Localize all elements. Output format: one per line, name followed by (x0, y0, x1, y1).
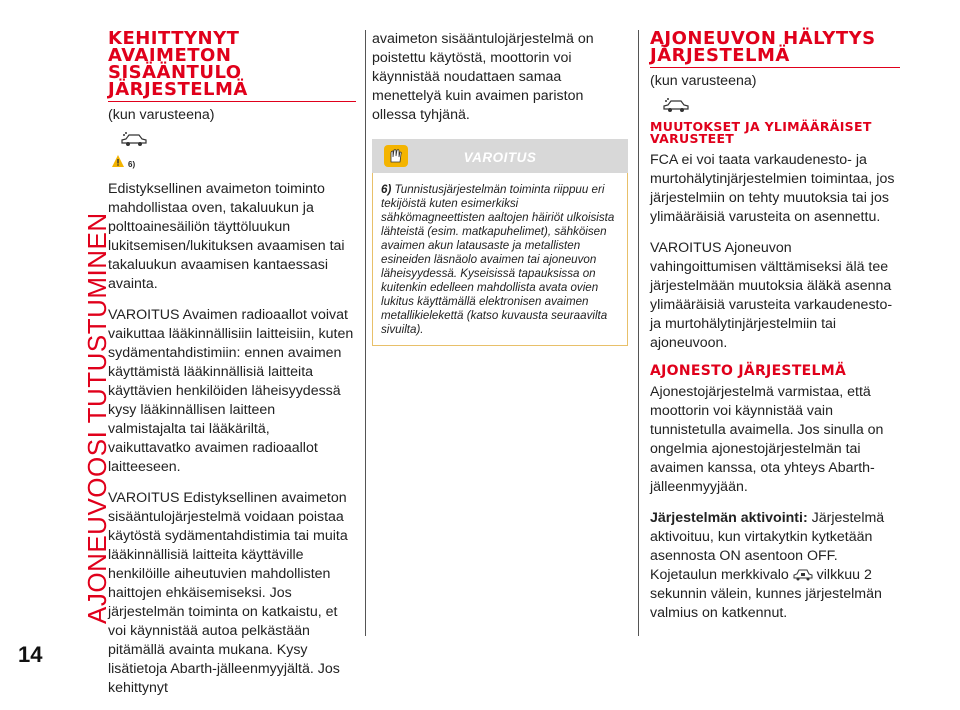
subsection-heading-modifications: MUUTOKSET JA YLIMÄÄRÄISET VARUSTEET (650, 119, 872, 146)
chapter-title-vertical (42, 24, 112, 624)
subsection-heading-immobilizer: AJONESTO JÄRJESTELMÄ (650, 363, 847, 379)
paragraph (650, 509, 900, 623)
paragraph: VAROITUS Edistyksellinen avaimeton sisääntulojärjestelmä voidaan poistaa käytöstä sydämentahdistimia tai muita lääkinnällisiä laitteita käyttäville henkilöille aiheutuvien mahdollisten haittojen ehkäisemiseksi. Jos järjestelmän toiminta on katkaistu, et voi käynnistää autoa pelkästään pitämällä avainta mukana. Kysy lisätietoja Abarth-jälleenmyyjältä. Jos kehittynyt (108, 490, 348, 696)
paragraph: VAROITUS Avaimen radioaallot voivat vaikuttaa lääkinnällisiin laitteisiin, kuten sydämentahdistimiin: ennen avaimen käyttämistä lääkinnällisiä laitteita käyttävien henkilöiden läheisyydessä kysy lääkinnällisen laitteen valmistajalta tai lääkäriltä, vaikuttavatko avaimen radioaallot laitteeseen. (108, 307, 354, 475)
paragraph: FCA ei voi taata varkaudenesto- ja murtohälytinjärjestelmien toimintaa, jos järjestelmiin on tehty muutoksia tai jos ylimääräisiä varusteita on asennettu. (650, 152, 895, 225)
warning-ref-number: 6) (381, 183, 392, 196)
paragraph: avaimeton sisääntulojärjestelmä on poistettu käytöstä, moottorin voi käynnistää noudattaen samaa menettelyä kuin avaimen pariston ollessa tyhjänä. (372, 31, 594, 123)
warning-text: Tunnistusjärjestelmän toiminta riippuu eri tekijöistä kuten esimerkiksi sähkömagneettisten aaltojen häiriöt ulkoisista lähteistä (esim. matkapuhelimet), sähköisen avaimen akun latausaste ja metallisten esineiden läsnäolo avaimen tai ajoneuvon läheisyydessä. Kyseisissä tapauksissa on kuitenkin edelleen mahdollista avata ovien lukitus käyttämällä elektronisen avaimen metallikielekettä (katso kuvausta seuraavilta sivuilta). (381, 183, 615, 336)
page-number: 14 (18, 642, 43, 667)
column-divider (365, 30, 366, 636)
subtitle: (kun varusteena) (650, 73, 757, 89)
text-run: vilkkuu 2 sekunnin välein, kunnes järjestelmän valmius on katkennut. (650, 566, 882, 621)
column-2 (372, 30, 628, 346)
paragraph: Edistyksellinen avaimeton toiminto mahdollistaa oven, takaluukun ja polttoainesäiliön täyttöluukun lukitsemisen/lukituksen avaamisen tai takaluukun avaamisen kantaessasi avainta. (108, 181, 345, 292)
subtitle: (kun varusteena) (108, 107, 215, 123)
chapter-title: AJONEUVOOSI TUTUSTUMINEN (82, 212, 112, 624)
warning-box-body (372, 173, 628, 346)
warning-ref-number: 6) (128, 160, 136, 169)
paragraph: Ajonestojärjestelmä varmistaa, että moottorin voi käynnistää vain tunnistetulla avaimella. Jos sinulla on ongelmia ajonestojärjestelmän tai avaimen kanssa, ota yhteys Abarth-jälleenmyyjään. (650, 383, 884, 495)
warning-triangle-icon (112, 155, 124, 167)
bold-label: Järjestelmän aktivointi: (650, 509, 808, 526)
car-lock-icon (793, 567, 813, 583)
column-3 (650, 30, 900, 623)
section-heading-keyless: KEHITTYNYT AVAIMETON SISÄÄNTULO JÄRJESTELMÄ (108, 30, 356, 102)
warning-box-header (372, 139, 628, 173)
equipment-car-icon (662, 97, 690, 115)
column-1 (108, 30, 356, 710)
equipment-car-icon (120, 131, 148, 149)
paragraph: VAROITUS Ajoneuvon vahingoittumisen välttämiseksi älä tee järjestelmään muutoksia äläkä asenna ylimääräisiä varusteita varkaudenesto- ja murtohälytinjärjestelmiin tai ajoneuvoon. (650, 240, 893, 351)
column-divider (638, 30, 639, 636)
warning-reference (112, 155, 356, 174)
section-heading-alarm: AJONEUVON HÄLYTYS JÄRJESTELMÄ (650, 30, 900, 68)
text-run: Järjestelmä aktivoituu, kun virtakytkin kytketään asennosta ON asentoon OFF. Kojetaulun merkkivalo (650, 509, 885, 583)
warning-title: VAROITUS (463, 150, 537, 165)
